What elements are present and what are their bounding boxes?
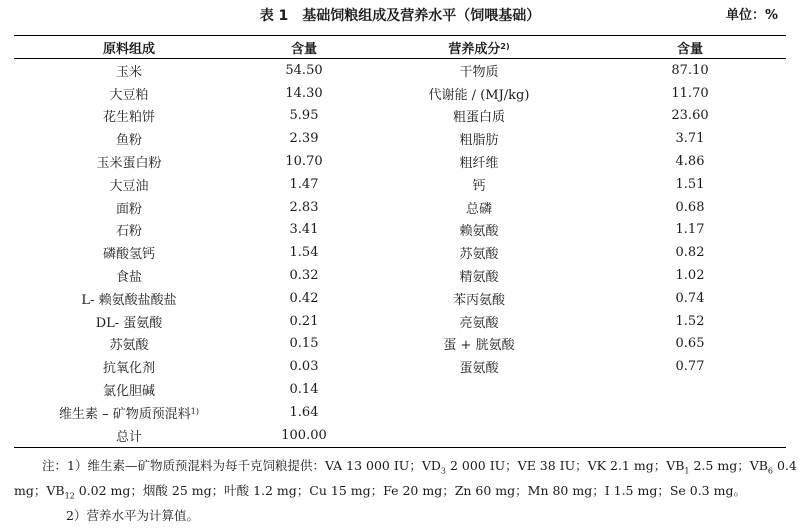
note-line-3: 2）营养水平为计算值。 — [66, 508, 199, 523]
ingredient-cell — [14, 59, 244, 82]
table-row — [14, 59, 786, 82]
table-row — [14, 150, 786, 173]
note-2-part-a: mg；VB — [14, 483, 65, 498]
ingredient-cell — [14, 173, 244, 196]
ingredient-name: L- 赖氨酸盐酸盐 — [81, 292, 177, 308]
ingredient-name: 磷酸氢钙 — [102, 247, 155, 263]
ingredient-cell — [14, 355, 244, 378]
nutrient-value: 1.02 — [675, 268, 705, 284]
ingredient-cell — [14, 241, 244, 264]
note-sub-vd: 3 — [440, 466, 446, 476]
ingredient-cell — [14, 287, 244, 310]
table-body — [14, 59, 786, 447]
nutrient-value: 4.86 — [675, 154, 705, 170]
ingredient-cell — [14, 219, 244, 242]
nutrient-name: 苯丙氨酸 — [452, 292, 505, 308]
nutrient-name — [364, 401, 594, 424]
diet-composition-table — [14, 35, 786, 448]
ingredient-cell — [14, 196, 244, 219]
header-content-left: 含量 — [290, 41, 317, 57]
ingredient-amount: 1.64 — [289, 404, 319, 420]
header-content-right: 含量 — [676, 41, 703, 57]
header-ingredient: 原料组成 — [102, 41, 155, 57]
nutrient-name: 粗脂肪 — [459, 133, 499, 149]
nutrient-value: 0.74 — [675, 290, 705, 306]
nutrient-name: 钙 — [472, 178, 486, 194]
table-row — [14, 378, 786, 401]
ingredient-amount: 3.41 — [289, 222, 319, 238]
nutrient-value: 0.65 — [675, 336, 705, 352]
nutrient-value: 0.82 — [675, 245, 705, 261]
ingredient-name: 食盐 — [115, 270, 142, 286]
ingredient-name: 大豆粕 — [109, 87, 149, 103]
nutrient-value: 1.51 — [675, 176, 705, 192]
note-1-part-a: 注：1）维生素—矿物质预混料为每千克饲粮提供：VA 13 000 IU；VD — [42, 458, 441, 473]
note-sub-vb12: 12 — [64, 491, 75, 501]
table-row — [14, 333, 786, 356]
ingredient-cell: 维生素 – 矿物质预混料 1) — [14, 401, 244, 424]
nutrient-name: 蛋 + 胱氨酸 — [443, 338, 515, 354]
nutrient-name: 亮氨酸 — [459, 315, 499, 331]
nutrient-value — [594, 424, 786, 447]
ingredient-amount: 100.00 — [281, 427, 327, 443]
ingredient-amount: 1.47 — [289, 176, 319, 192]
nutrient-name — [364, 378, 594, 401]
table-row — [14, 82, 786, 105]
nutrient-name: 蛋氨酸 — [459, 361, 499, 377]
ingredient-cell — [14, 150, 244, 173]
nutrient-name — [364, 424, 594, 447]
ingredient-name: 玉米蛋白粉 — [96, 156, 162, 172]
nutrient-value: 3.71 — [675, 131, 705, 147]
nutrient-name: 赖氨酸 — [459, 224, 499, 240]
table-row — [14, 127, 786, 150]
nutrient-name: 精氨酸 — [459, 270, 499, 286]
table-row — [14, 355, 786, 378]
ingredient-name: 石粉 — [115, 224, 142, 240]
header-nutrient-label: 营养成分 — [448, 41, 501, 57]
ingredient-name: 抗氧化剂 — [102, 361, 155, 377]
ingredient-amount: 2.39 — [289, 131, 319, 147]
ingredient-name: 苏氨酸 — [109, 338, 149, 354]
note-1-part-c: 2.5 mg；VB — [689, 458, 768, 473]
table-row — [14, 264, 786, 287]
note-sub-vb1: 1 — [684, 466, 690, 476]
nutrient-name: 苏氨酸 — [459, 247, 499, 263]
ingredient-cell — [14, 378, 244, 401]
nutrient-value — [594, 401, 786, 424]
note-1-part-b: 2 000 IU；VE 38 IU；VK 2.1 mg；VB — [445, 458, 685, 473]
ingredient-name: 花生粕饼 — [102, 110, 155, 126]
ingredient-cell — [14, 105, 244, 128]
table-row — [14, 241, 786, 264]
ingredient-name: 鱼粉 — [115, 133, 142, 149]
ingredient-amount: 0.21 — [289, 313, 319, 329]
ingredient-name: 总计 — [115, 429, 142, 445]
nutrient-value: 11.70 — [671, 85, 709, 101]
table-row — [14, 424, 786, 447]
nutrient-name: 干物质 — [459, 64, 499, 80]
ingredient-cell — [14, 310, 244, 333]
ingredient-name: 面粉 — [115, 201, 142, 217]
table-row — [14, 401, 786, 424]
note-2-part-b: 0.02 mg；烟酸 25 mg；叶酸 1.2 mg；Cu 15 mg；Fe 20 mg；Zn 60 mg；Mn 80 mg；I 1.5 mg；Se 0.3 mg。 — [74, 483, 746, 498]
table-row — [14, 173, 786, 196]
nutrient-value: 1.52 — [675, 313, 705, 329]
ingredient-cell — [14, 424, 244, 447]
unit-label: 单位：% — [725, 8, 778, 23]
note-line-2 — [14, 478, 794, 503]
ingredient-amount: 10.70 — [285, 154, 323, 170]
nutrient-value: 0.77 — [675, 359, 705, 375]
nutrient-value: 87.10 — [671, 62, 709, 78]
table-row — [14, 219, 786, 242]
nutrient-name: 粗蛋白质 — [452, 110, 505, 126]
table-row — [14, 287, 786, 310]
ingredient-amount: 0.32 — [289, 268, 319, 284]
note-sub-vb6: 6 — [767, 466, 774, 476]
table-header-row — [14, 36, 786, 59]
nutrient-name: 总磷 — [465, 201, 492, 217]
nutrient-value — [594, 378, 786, 401]
ingredient-cell — [14, 127, 244, 150]
ingredient-amount: 14.30 — [285, 85, 323, 101]
table-notes — [14, 453, 797, 528]
note-1-part-d: 0.4 — [773, 458, 797, 473]
nutrient-value: 1.17 — [675, 222, 705, 238]
ingredient-name: 大豆油 — [109, 178, 149, 194]
ingredient-amount: 0.42 — [289, 290, 319, 306]
ingredient-name: 氯化胆碱 — [102, 384, 155, 400]
ingredient-amount: 5.95 — [289, 108, 319, 124]
ingredient-amount: 54.50 — [285, 62, 323, 78]
table-row — [14, 105, 786, 128]
nutrient-value: 0.68 — [675, 199, 705, 215]
table-row — [14, 196, 786, 219]
ingredient-amount: 2.83 — [289, 199, 319, 215]
table-caption — [0, 6, 800, 26]
ingredient-name: 维生素 – 矿物质预混料 — [59, 406, 191, 422]
ingredient-amount: 0.14 — [289, 382, 319, 398]
table-title: 表 1 基础饲粮组成及营养水平（饲喂基础） — [259, 8, 541, 24]
ingredient-amount: 0.15 — [289, 336, 319, 352]
nutrient-value: 23.60 — [671, 108, 709, 124]
nutrient-name: 粗纤维 — [459, 156, 499, 172]
table-row — [14, 310, 786, 333]
ingredient-name: 玉米 — [115, 64, 142, 80]
ingredient-cell — [14, 264, 244, 287]
ingredient-cell — [14, 82, 244, 105]
header-nutrient: 营养成分 2) — [364, 36, 594, 58]
nutrient-name: 代谢能 / (MJ/kg) — [428, 87, 530, 103]
note-line-1 — [14, 453, 797, 478]
ingredient-amount: 1.54 — [289, 245, 319, 261]
ingredient-name: DL- 蛋氨酸 — [95, 315, 163, 331]
ingredient-amount: 0.03 — [289, 359, 319, 375]
ingredient-cell — [14, 333, 244, 356]
